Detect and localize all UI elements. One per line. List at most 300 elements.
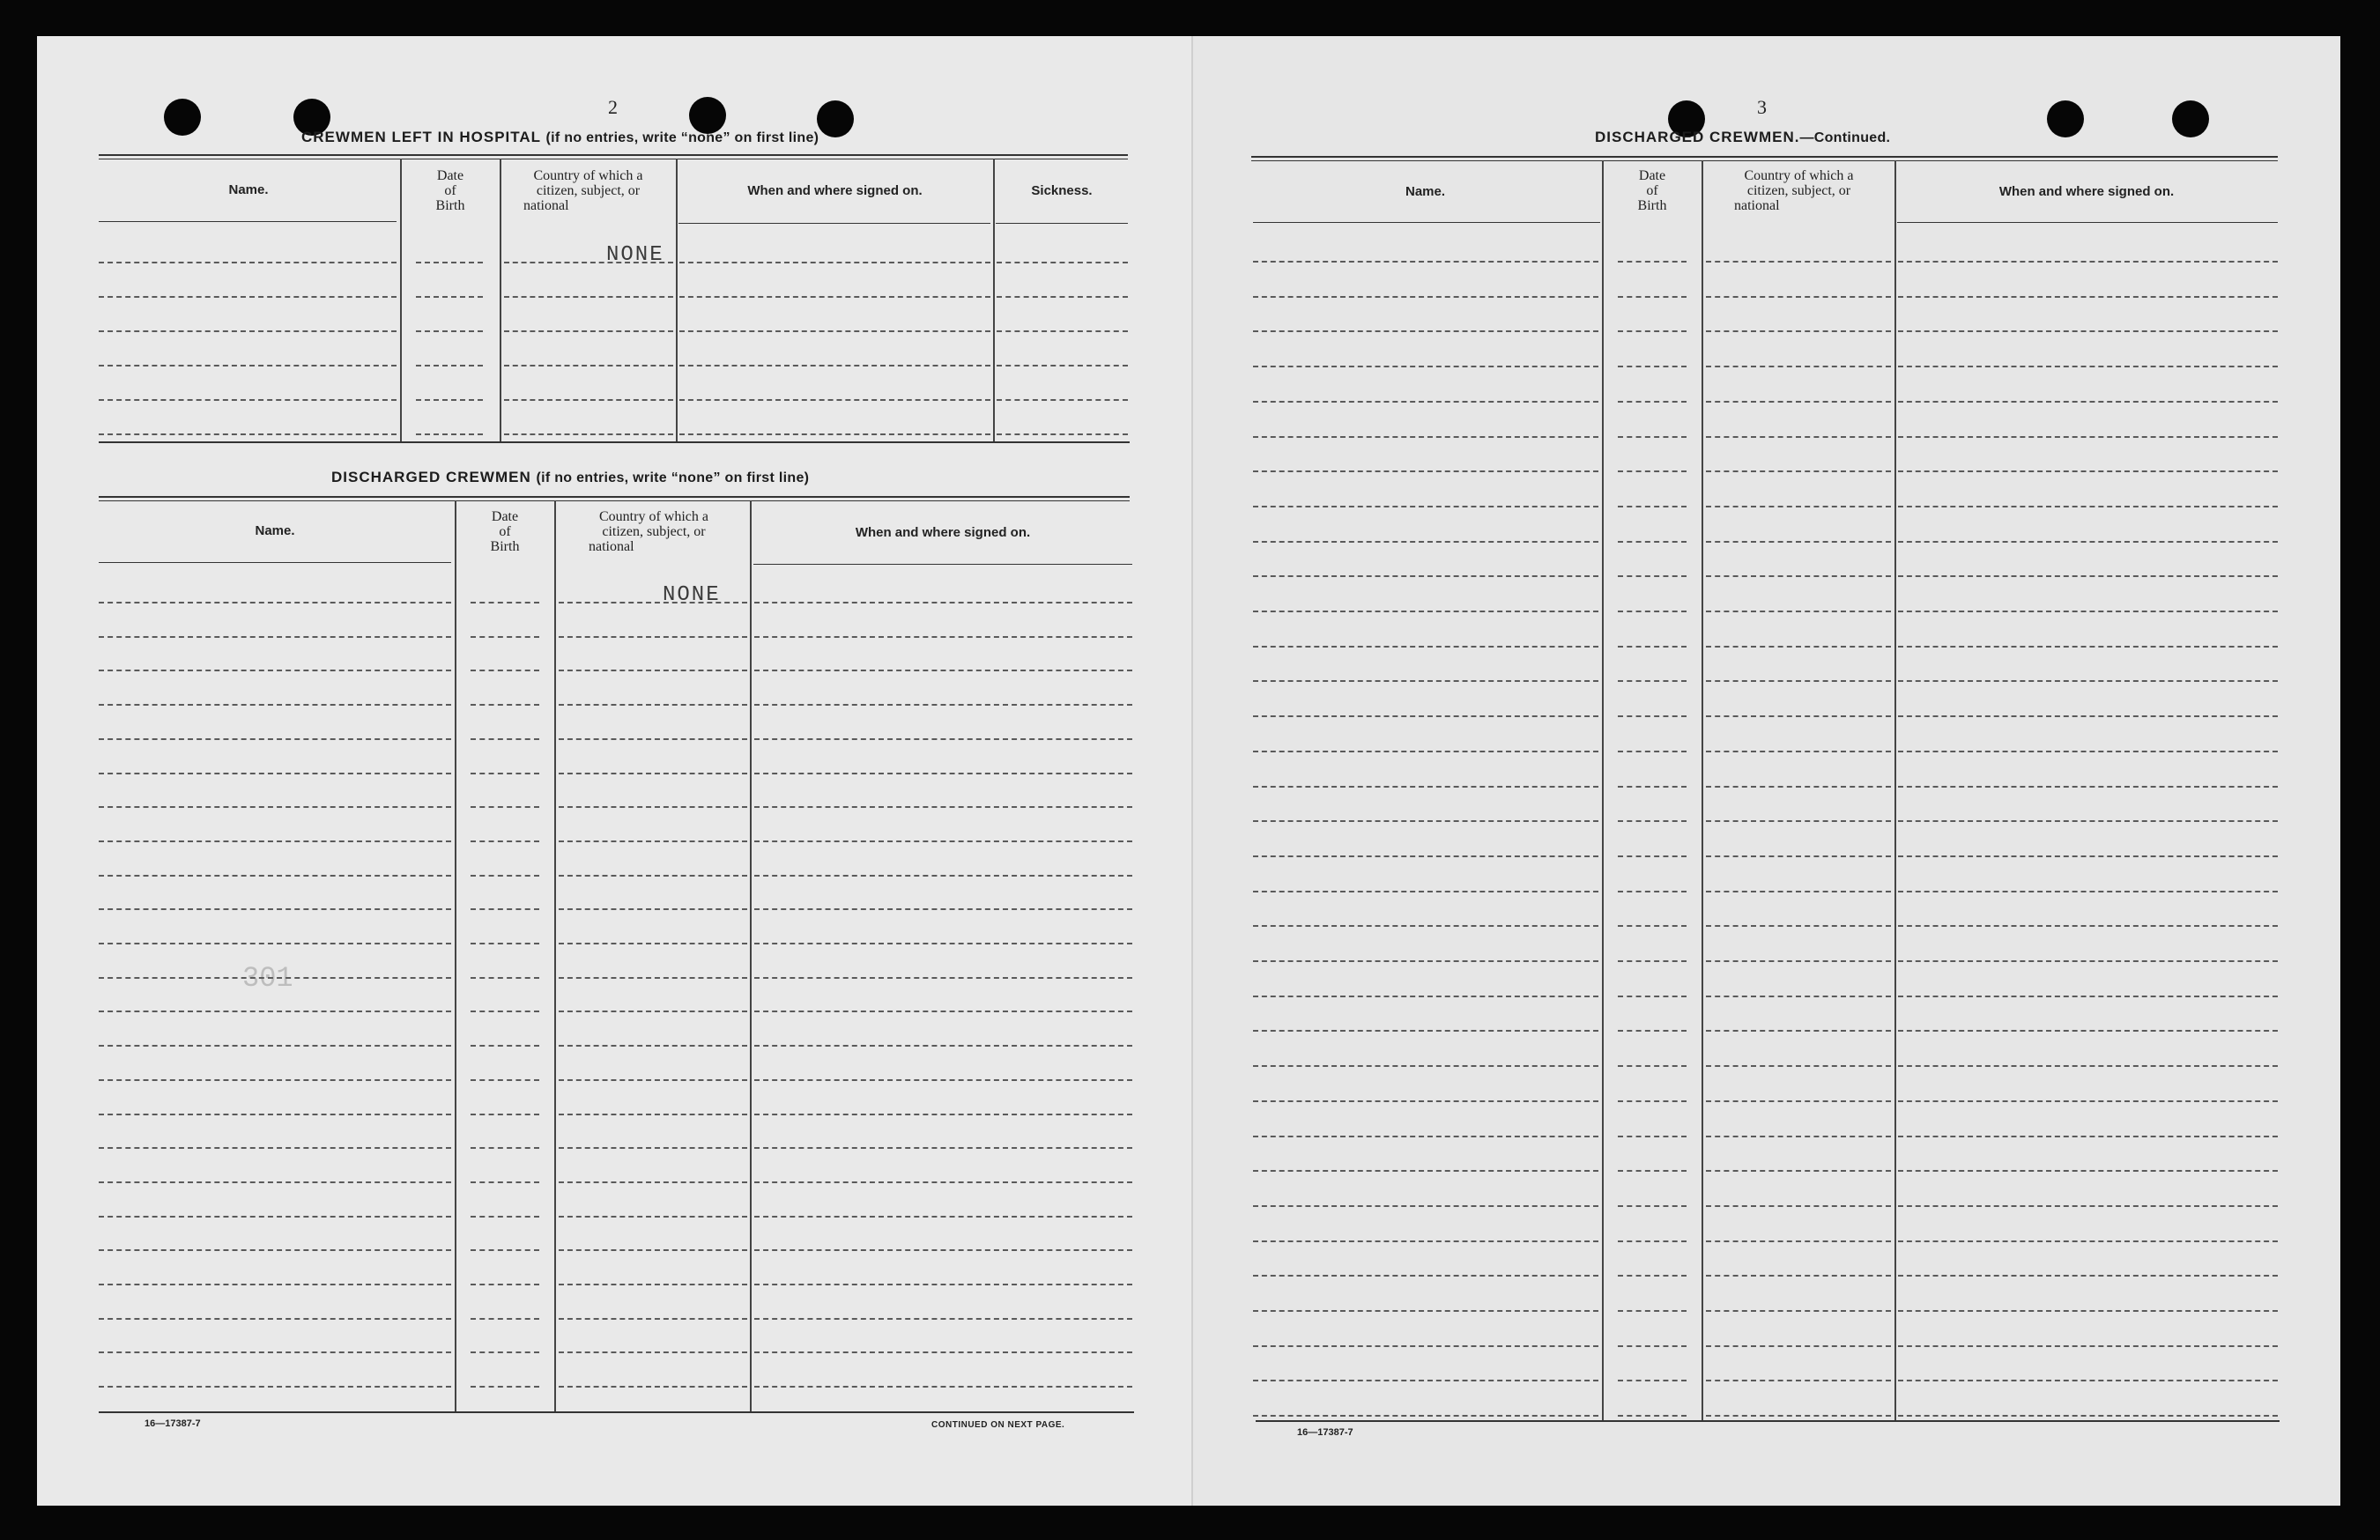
ruled-entry-line (1618, 261, 1687, 263)
ruled-entry-line (99, 1351, 451, 1353)
ruled-entry-line (754, 977, 1132, 979)
ruled-entry-line (559, 908, 747, 910)
ruled-entry-line (471, 977, 539, 979)
dob-line: of (1646, 183, 1658, 198)
ruled-entry-line (1898, 646, 2278, 648)
ruled-entry-line (471, 806, 539, 808)
ruled-entry-line (1253, 1170, 1598, 1172)
ruled-entry-line (559, 704, 747, 706)
discharged-bottom-rule (99, 1411, 1134, 1413)
right-col-country (1704, 168, 1894, 213)
ruled-entry-line (1898, 436, 2278, 438)
ruled-entry-line (1253, 715, 1598, 717)
ruled-entry-line (1253, 1205, 1598, 1207)
ruled-entry-line (559, 1147, 747, 1149)
discharged-title-text: DISCHARGED CREWMEN (331, 469, 531, 485)
hospital-col-signed-on: When and where signed on. (747, 183, 923, 198)
hospital-col-divider (676, 159, 678, 442)
ruled-entry-line (416, 296, 483, 298)
ruled-entry-line (1706, 855, 1891, 857)
ruled-entry-line (1898, 1065, 2278, 1067)
ruled-entry-line (1706, 820, 1891, 822)
ruled-entry-line (754, 806, 1132, 808)
ruled-entry-line (1253, 366, 1598, 367)
ruled-entry-line (1706, 1240, 1891, 1242)
ruled-entry-line (471, 1249, 539, 1251)
ruled-entry-line (559, 636, 747, 638)
ruled-entry-line (1898, 1136, 2278, 1137)
ruled-entry-line (1618, 855, 1687, 857)
ruled-entry-line (1706, 1380, 1891, 1381)
ruled-entry-line (1618, 296, 1687, 298)
ruled-entry-line (1706, 541, 1891, 543)
ruled-entry-line (1898, 1415, 2278, 1417)
dob-line: of (499, 524, 511, 539)
discharged-col-dob (456, 509, 553, 554)
ruled-entry-line (416, 433, 483, 435)
ruled-entry-line (99, 977, 451, 979)
ruled-entry-line (1898, 470, 2278, 472)
ruled-entry-line (754, 602, 1132, 603)
ruled-entry-line (754, 908, 1132, 910)
right-title-text: DISCHARGED CREWMEN. (1595, 129, 1800, 145)
ruled-entry-line (471, 1045, 539, 1047)
ruled-entry-line (471, 875, 539, 877)
ruled-entry-line (997, 262, 1128, 263)
country-line: Country of which a (599, 509, 708, 524)
ruled-entry-line (1898, 541, 2278, 543)
ruled-entry-line (559, 943, 747, 944)
hospital-header-rule (99, 221, 397, 222)
ruled-entry-line (1618, 1240, 1687, 1242)
ruled-entry-line (1253, 436, 1598, 438)
ruled-entry-line (99, 262, 397, 263)
country-line: Country of which a (1744, 168, 1854, 183)
discharged-section-title (331, 469, 809, 486)
ruled-entry-line (754, 1351, 1132, 1353)
ruled-entry-line (1898, 715, 2278, 717)
right-bottom-rule (1256, 1420, 2280, 1422)
ruled-entry-line (1706, 715, 1891, 717)
ruled-entry-line (471, 1079, 539, 1081)
ruled-entry-line (471, 773, 539, 774)
ruled-entry-line (1253, 575, 1598, 577)
form-page-right (1193, 36, 2340, 1506)
ruled-entry-line (1253, 1100, 1598, 1102)
ruled-entry-line (416, 262, 483, 263)
ruled-entry-line (1706, 1100, 1891, 1102)
ruled-entry-line (1898, 506, 2278, 507)
ruled-entry-line (754, 1249, 1132, 1251)
ruled-entry-line (504, 296, 673, 298)
ruled-entry-line (416, 399, 483, 401)
ruled-entry-line (1618, 680, 1687, 682)
ruled-entry-line (1706, 575, 1891, 577)
ruled-entry-line (99, 296, 397, 298)
dob-line: of (444, 183, 456, 198)
ruled-entry-line (1618, 366, 1687, 367)
ruled-entry-line (1618, 1415, 1687, 1417)
ruled-entry-line (1253, 960, 1598, 962)
ruled-entry-line (754, 1181, 1132, 1183)
ruled-entry-line (471, 636, 539, 638)
ruled-entry-line (1706, 1205, 1891, 1207)
ruled-entry-line (1706, 925, 1891, 927)
ruled-entry-line (1898, 891, 2278, 892)
punch-hole (2172, 100, 2209, 137)
ruled-entry-line (1898, 401, 2278, 403)
ruled-entry-line (1253, 925, 1598, 927)
ruled-entry-line (1253, 751, 1598, 752)
ruled-entry-line (1618, 541, 1687, 543)
discharged-col-divider (554, 500, 556, 1412)
right-header-rule (1253, 222, 1600, 223)
ruled-entry-line (1706, 960, 1891, 962)
discharged-col-country (557, 509, 751, 554)
dob-line: Birth (490, 539, 520, 554)
ruled-entry-line (1618, 1345, 1687, 1347)
right-title-continued: —Continued. (1799, 130, 1891, 145)
ruled-entry-line (754, 1318, 1132, 1320)
hospital-col-divider (993, 159, 995, 442)
ruled-entry-line (1253, 506, 1598, 507)
ruled-entry-line (504, 399, 673, 401)
ruled-entry-line (504, 330, 673, 332)
ruled-entry-line (1706, 996, 1891, 997)
ruled-entry-line (754, 773, 1132, 774)
ruled-entry-line (559, 1079, 747, 1081)
punch-hole (164, 99, 201, 136)
ruled-entry-line (754, 670, 1132, 671)
ruled-entry-line (1898, 786, 2278, 788)
ruled-entry-line (99, 636, 451, 638)
ruled-entry-line (99, 704, 451, 706)
ruled-entry-line (99, 1079, 451, 1081)
ruled-entry-line (1618, 1030, 1687, 1032)
dob-line: Date (491, 509, 519, 524)
ruled-entry-line (1706, 680, 1891, 682)
ruled-entry-line (1618, 1310, 1687, 1312)
ruled-entry-line (99, 1114, 451, 1115)
punch-hole (2047, 100, 2084, 137)
ruled-entry-line (1706, 470, 1891, 472)
ruled-entry-line (1706, 1030, 1891, 1032)
ruled-entry-line (1253, 1345, 1598, 1347)
ruled-entry-line (679, 330, 990, 332)
ruled-entry-line (1253, 296, 1598, 298)
ruled-entry-line (1898, 751, 2278, 752)
country-line: national (589, 539, 634, 554)
right-top-rule (1251, 156, 2278, 161)
ruled-entry-line (1618, 751, 1687, 752)
ruled-entry-line (1706, 751, 1891, 752)
ruled-entry-line (754, 704, 1132, 706)
ruled-entry-line (471, 704, 539, 706)
page-number-left: 2 (608, 96, 618, 118)
discharged-top-rule (99, 496, 1130, 501)
dob-line: Date (436, 168, 464, 183)
ruled-entry-line (99, 1249, 451, 1251)
ruled-entry-line (1898, 261, 2278, 263)
ruled-entry-line (1898, 960, 2278, 962)
ruled-entry-line (559, 1011, 747, 1012)
ruled-entry-line (997, 365, 1128, 366)
ruled-entry-line (1706, 436, 1891, 438)
country-line: Country of which a (533, 168, 643, 183)
right-section-title (1595, 129, 1890, 146)
ruled-entry-line (471, 943, 539, 944)
country-line: national (523, 198, 569, 213)
ruled-entry-line (1253, 541, 1598, 543)
ruled-entry-line (1898, 366, 2278, 367)
discharged-header-rule (99, 562, 451, 563)
ruled-entry-line (559, 1249, 747, 1251)
dob-line: Birth (435, 198, 465, 213)
ruled-entry-line (1706, 1415, 1891, 1417)
ruled-entry-line (1706, 611, 1891, 612)
ruled-entry-line (1706, 646, 1891, 648)
ruled-entry-line (1898, 611, 2278, 612)
ruled-entry-line (1618, 1136, 1687, 1137)
ruled-entry-line (754, 1045, 1132, 1047)
ruled-entry-line (1898, 855, 2278, 857)
ruled-entry-line (1706, 296, 1891, 298)
hospital-section-title (301, 129, 819, 146)
ruled-entry-line (1618, 786, 1687, 788)
ruled-entry-line (754, 1284, 1132, 1285)
ruled-entry-line (1618, 996, 1687, 997)
hospital-col-country (502, 168, 674, 213)
ruled-entry-line (471, 670, 539, 671)
ruled-entry-line (1618, 715, 1687, 717)
ruled-entry-line (416, 330, 483, 332)
country-line: national (1734, 198, 1780, 213)
ruled-entry-line (1898, 1310, 2278, 1312)
ruled-entry-line (1898, 296, 2278, 298)
ruled-entry-line (1706, 1275, 1891, 1277)
ruled-entry-line (1898, 575, 2278, 577)
ruled-entry-line (1618, 330, 1687, 332)
ruled-entry-line (1618, 575, 1687, 577)
ruled-entry-line (997, 433, 1128, 435)
ruled-entry-line (471, 1351, 539, 1353)
ruled-entry-line (1253, 611, 1598, 612)
hospital-header-rule (678, 223, 990, 224)
ruled-entry-line (1618, 820, 1687, 822)
ruled-entry-line (1253, 261, 1598, 263)
right-col-signed-on: When and where signed on. (1998, 184, 2175, 199)
discharged-col-name: Name. (255, 523, 295, 538)
ruled-entry-line (1706, 1170, 1891, 1172)
ruled-entry-line (559, 1318, 747, 1320)
ruled-entry-line (1706, 786, 1891, 788)
ruled-entry-line (1618, 436, 1687, 438)
ruled-entry-line (754, 636, 1132, 638)
ruled-entry-line (1706, 1310, 1891, 1312)
ruled-entry-line (1706, 1345, 1891, 1347)
ruled-entry-line (559, 1284, 747, 1285)
ruled-entry-line (471, 1386, 539, 1388)
ruled-entry-line (99, 433, 397, 435)
ruled-entry-line (1618, 1170, 1687, 1172)
ruled-entry-line (559, 806, 747, 808)
ruled-entry-line (1253, 1136, 1598, 1137)
right-header-rule (1897, 222, 2278, 223)
country-line: citizen, subject, or (1746, 183, 1851, 198)
ruled-entry-line (471, 1114, 539, 1115)
ruled-entry-line (559, 840, 747, 842)
ruled-entry-line (1253, 680, 1598, 682)
ruled-entry-line (1253, 1065, 1598, 1067)
ruled-entry-line (99, 840, 451, 842)
ruled-entry-line (1706, 401, 1891, 403)
ruled-entry-line (471, 1011, 539, 1012)
ruled-entry-line (1618, 506, 1687, 507)
ruled-entry-line (1706, 891, 1891, 892)
ruled-entry-line (1898, 925, 2278, 927)
ruled-entry-line (559, 773, 747, 774)
ruled-entry-line (1253, 1030, 1598, 1032)
ruled-entry-line (754, 875, 1132, 877)
form-number-right: 16—17387-7 (1297, 1427, 1353, 1438)
ruled-entry-line (1706, 330, 1891, 332)
ruled-entry-line (99, 670, 451, 671)
hospital-col-divider (500, 159, 501, 442)
hospital-col-name: Name. (228, 182, 269, 197)
hospital-header-rule (996, 223, 1128, 224)
ruled-entry-line (1618, 891, 1687, 892)
faint-stamp-mark: 301 (242, 962, 293, 995)
ruled-entry-line (679, 296, 990, 298)
dob-line: Birth (1637, 198, 1667, 213)
right-col-name: Name. (1405, 184, 1446, 199)
ruled-entry-line (471, 1181, 539, 1183)
ruled-entry-line (99, 875, 451, 877)
hospital-bottom-rule (99, 441, 1130, 443)
ruled-entry-line (99, 806, 451, 808)
ruled-entry-line (559, 1181, 747, 1183)
ruled-entry-line (1618, 646, 1687, 648)
ruled-entry-line (1253, 330, 1598, 332)
punch-hole (817, 100, 854, 137)
ruled-entry-line (1253, 1310, 1598, 1312)
ruled-entry-line (99, 1386, 451, 1388)
right-col-divider (1602, 160, 1604, 1420)
ruled-entry-line (1898, 820, 2278, 822)
ruled-entry-line (471, 908, 539, 910)
hospital-none-entry: NONE (606, 243, 664, 267)
ruled-entry-line (1253, 786, 1598, 788)
ruled-entry-line (754, 1114, 1132, 1115)
right-col-divider (1894, 160, 1896, 1420)
ruled-entry-line (754, 1147, 1132, 1149)
hospital-col-dob (402, 168, 499, 213)
ruled-entry-line (997, 399, 1128, 401)
ruled-entry-line (471, 602, 539, 603)
ruled-entry-line (679, 262, 990, 263)
ruled-entry-line (1706, 366, 1891, 367)
ruled-entry-line (559, 1351, 747, 1353)
ruled-entry-line (99, 1181, 451, 1183)
ruled-entry-line (559, 738, 747, 740)
right-col-divider (1702, 160, 1703, 1420)
ruled-entry-line (1618, 925, 1687, 927)
page-number-right: 3 (1757, 96, 1767, 118)
ruled-entry-line (99, 1147, 451, 1149)
ruled-entry-line (1898, 1205, 2278, 1207)
ruled-entry-line (559, 875, 747, 877)
ruled-entry-line (559, 1386, 747, 1388)
ruled-entry-line (1898, 1100, 2278, 1102)
ruled-entry-line (99, 1045, 451, 1047)
country-line: citizen, subject, or (536, 183, 641, 198)
ruled-entry-line (1706, 506, 1891, 507)
ruled-entry-line (99, 365, 397, 366)
ruled-entry-line (1253, 891, 1598, 892)
ruled-entry-line (1253, 1275, 1598, 1277)
discharged-col-signed-on: When and where signed on. (855, 525, 1031, 540)
ruled-entry-line (1898, 680, 2278, 682)
ruled-entry-line (504, 262, 673, 263)
ruled-entry-line (1898, 1030, 2278, 1032)
form-number-left: 16—17387-7 (145, 1418, 201, 1429)
ruled-entry-line (1618, 1100, 1687, 1102)
ruled-entry-line (1618, 401, 1687, 403)
hospital-col-sickness: Sickness. (1031, 183, 1093, 198)
ruled-entry-line (997, 330, 1128, 332)
ruled-entry-line (99, 943, 451, 944)
hospital-instruction: (if no entries, write “none” on first line) (545, 130, 819, 145)
discharged-col-divider (750, 500, 752, 1412)
hospital-top-rule (99, 154, 1128, 159)
ruled-entry-line (1898, 330, 2278, 332)
ruled-entry-line (99, 602, 451, 603)
ruled-entry-line (1618, 1065, 1687, 1067)
ruled-entry-line (1618, 960, 1687, 962)
ruled-entry-line (99, 1318, 451, 1320)
ruled-entry-line (1898, 1380, 2278, 1381)
ruled-entry-line (471, 738, 539, 740)
ruled-entry-line (1898, 996, 2278, 997)
ruled-entry-line (1618, 1275, 1687, 1277)
ruled-entry-line (471, 1216, 539, 1218)
dob-line: Date (1638, 168, 1666, 183)
ruled-entry-line (471, 1318, 539, 1320)
ruled-entry-line (559, 1114, 747, 1115)
ruled-entry-line (471, 840, 539, 842)
ruled-entry-line (99, 399, 397, 401)
discharged-header-rule (753, 564, 1132, 565)
ruled-entry-line (754, 840, 1132, 842)
ruled-entry-line (99, 908, 451, 910)
ruled-entry-line (1618, 1380, 1687, 1381)
ruled-entry-line (1618, 611, 1687, 612)
ruled-entry-line (1253, 1380, 1598, 1381)
ruled-entry-line (99, 330, 397, 332)
ruled-entry-line (754, 943, 1132, 944)
ruled-entry-line (1253, 470, 1598, 472)
ruled-entry-line (99, 1011, 451, 1012)
ruled-entry-line (1253, 646, 1598, 648)
country-line: citizen, subject, or (602, 524, 706, 539)
ruled-entry-line (1253, 401, 1598, 403)
discharged-instruction: (if no entries, write “none” on first line) (536, 470, 810, 485)
ruled-entry-line (471, 1284, 539, 1285)
ruled-entry-line (1898, 1345, 2278, 1347)
ruled-entry-line (504, 365, 673, 366)
ruled-entry-line (1898, 1170, 2278, 1172)
ruled-entry-line (504, 433, 673, 435)
